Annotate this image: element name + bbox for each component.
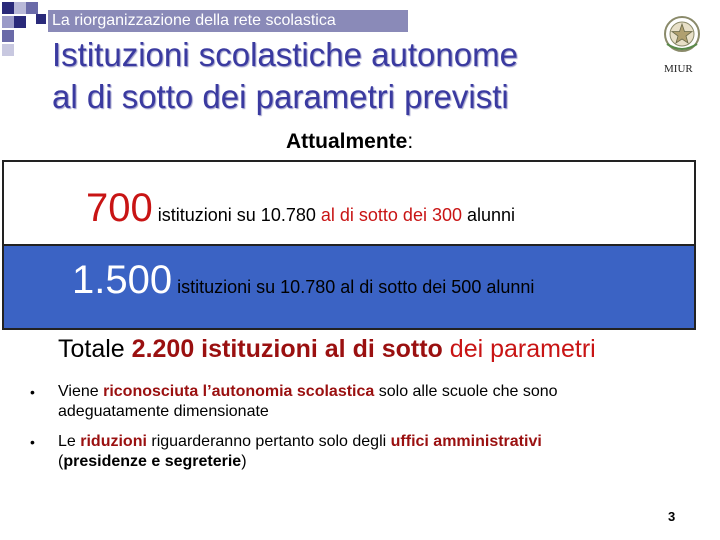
stat-number: 700 <box>86 186 153 230</box>
stat-row-1500 <box>72 258 534 303</box>
bullet-text: solo alle scuole che sono <box>378 383 558 400</box>
decor-square <box>14 16 26 28</box>
page-title <box>52 34 518 118</box>
bullet-marker: • <box>30 384 35 400</box>
section-title-bar <box>48 10 408 32</box>
bullet-highlight: riconosciuta l’autonomia scolastica <box>103 383 375 400</box>
stat-text: istituzioni su 10.780 al di sotto dei 500 alunni <box>177 277 535 297</box>
bullet-text: ) <box>241 453 247 470</box>
bullet-text: riguarderanno pertanto solo degli <box>151 433 387 450</box>
total-highlight: 2.200 istituzioni al di sotto <box>131 335 443 363</box>
decor-square <box>14 2 26 14</box>
bullet-highlight: uffici amministrativi <box>390 433 542 450</box>
decor-square <box>2 2 14 14</box>
decor-square <box>2 16 14 28</box>
page-number: 3 <box>668 509 676 524</box>
bullet-text: ( <box>58 453 64 470</box>
page-title-line2: al di sotto dei parametri previsti <box>52 78 509 115</box>
currently-colon: : <box>407 130 414 153</box>
stat-number: 1.500 <box>72 258 173 302</box>
stat-text: alunni <box>467 205 516 225</box>
stat-row-700 <box>86 186 515 231</box>
section-title: La riorganizzazione della rete scolastica <box>52 12 336 29</box>
stat-text: istituzioni su 10.780 <box>157 205 316 225</box>
bullet-text: adeguatamente dimensionate <box>58 403 269 420</box>
decor-square <box>26 2 38 14</box>
decor-square <box>36 14 46 24</box>
stat-text-highlight: al di sotto dei 300 <box>320 205 462 225</box>
currently-text: Attualmente <box>286 130 408 153</box>
total-suffix: dei parametri <box>449 335 596 363</box>
bullet-text: Viene <box>58 383 99 400</box>
currently-label <box>286 130 413 154</box>
emblem-icon <box>662 14 702 54</box>
page-title-line1: Istituzioni scolastiche autonome <box>52 36 518 73</box>
bullet-bold: presidenze e segreterie <box>63 453 242 470</box>
bullet-item <box>58 432 658 472</box>
bullet-text: Le <box>58 433 76 450</box>
bullet-highlight: riduzioni <box>80 433 147 450</box>
total-prefix: Totale <box>58 335 125 363</box>
bullet-item <box>58 382 658 422</box>
bullet-marker: • <box>30 434 35 450</box>
decor-square <box>2 44 14 56</box>
total-line <box>58 335 596 364</box>
logo-label: MIUR <box>664 63 693 75</box>
decor-square <box>2 30 14 42</box>
